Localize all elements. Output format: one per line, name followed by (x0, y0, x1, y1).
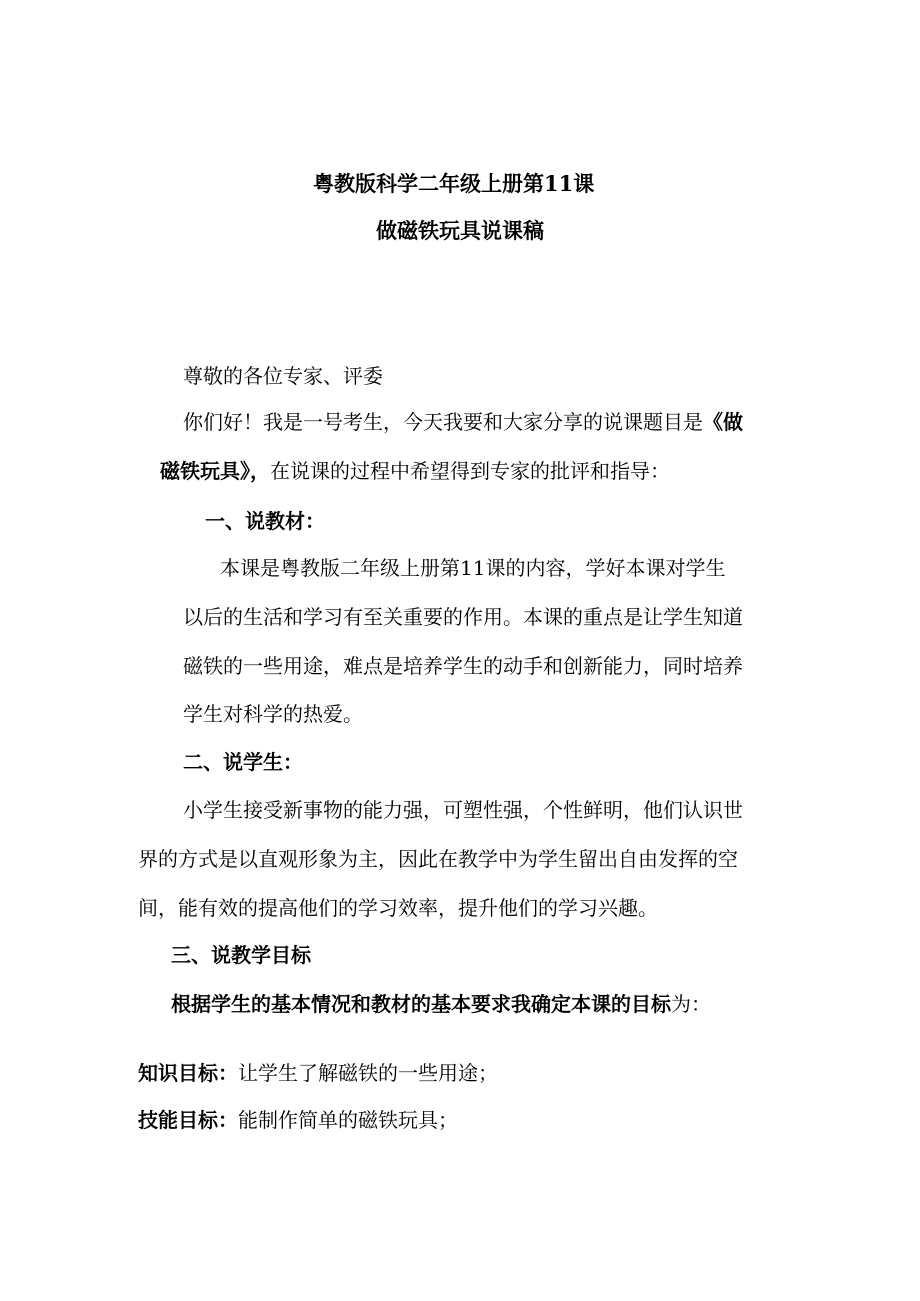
paragraph-line: 界的方式是以直观形象为主，因此在教学中为学生留出自由发挥的空 (138, 847, 738, 871)
section-heading-students: 二、说学生： (183, 750, 303, 774)
goal-skill (138, 1108, 458, 1132)
paragraph-line: 磁铁的一些用途，难点是培养学生的动手和创新能力，同时培养 (183, 654, 743, 678)
goal-knowledge-label: 知识目标： (138, 1061, 238, 1085)
greeting: 尊敬的各位专家、评委 (183, 364, 383, 388)
intro-text-2: 在说课的过程中希望得到专家的批评和指导： (270, 459, 670, 483)
section-heading-goals: 三、说教学目标 (171, 943, 311, 967)
document-title: 粤教版科学二年级上册第11课 (313, 171, 595, 196)
goal-skill-label: 技能目标： (138, 1108, 238, 1132)
goals-intro (171, 992, 711, 1016)
intro-line-1 (183, 410, 743, 434)
intro-topic-close: 磁铁玩具》， (160, 459, 270, 483)
goals-intro-tail: 为： (671, 992, 711, 1016)
goal-skill-text: 能制作简单的磁铁玩具； (238, 1108, 458, 1132)
paragraph-line: 小学生接受新事物的能力强，可塑性强，个性鲜明，他们认识世 (183, 798, 743, 822)
section-heading-textbook: 一、说教材： (205, 509, 325, 533)
paragraph-line: 学生对科学的热爱。 (183, 702, 363, 726)
document-subtitle: 做磁铁玩具说课稿 (376, 218, 544, 243)
goals-intro-text: 根据学生的基本情况和教材的基本要求我确定本课的目标 (171, 992, 671, 1016)
goal-knowledge (138, 1061, 498, 1085)
intro-line-2 (160, 459, 670, 483)
intro-topic-open: 《做 (703, 410, 743, 434)
intro-text: 你们好！我是一号考生，今天我要和大家分享的说课题目是 (183, 410, 703, 434)
paragraph-line: 以后的生活和学习有至关重要的作用。本课的重点是让学生知道 (183, 605, 743, 629)
paragraph-line: 间，能有效的提高他们的学习效率，提升他们的学习兴趣。 (138, 896, 658, 920)
paragraph-line: 本课是粤教版二年级上册第11课的内容，学好本课对学生 (220, 556, 726, 580)
goal-knowledge-text: 让学生了解磁铁的一些用途； (238, 1061, 498, 1085)
